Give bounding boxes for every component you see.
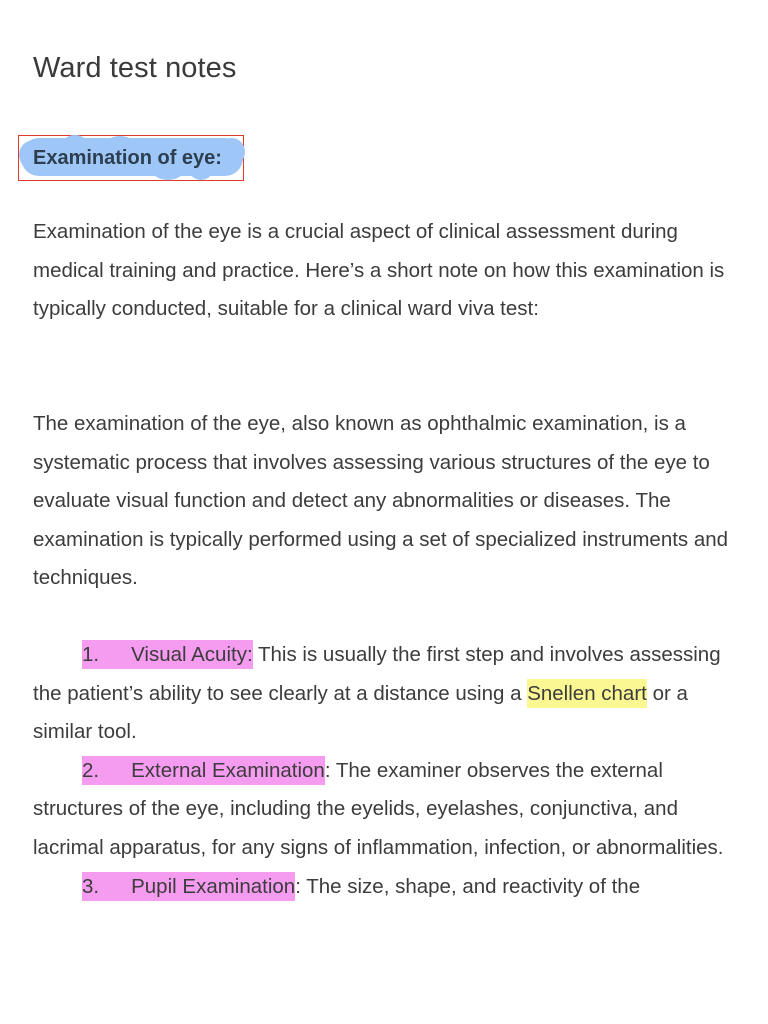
list-term: Visual Acuity: [131,643,253,666]
list-term: External Examination [131,758,325,782]
list-text: : The examiner observes the external structures of the eye, including the eyelids, eyelashes, conjunctiva, and lacrimal apparatus, for any signs of inflammation, infection, or abnormalities. [33,758,724,859]
list-item [33,868,738,907]
list-number: 1. [82,643,100,666]
list-term-highlight [82,872,295,901]
numbered-list [33,636,738,906]
section-heading: Examination of eye: [33,147,222,169]
paragraph: The examination of the eye, also known as ophthalmic examination, is a systematic process that involves assessing various structures of the eye to evaluate visual function and detect any abnormalities or diseases. The examination is typically performed using a set of specialized instruments and techniques. [33,412,729,590]
heading-highlight-blob [219,138,245,166]
document-title: Ward test notes [33,52,237,84]
list-item [33,636,738,752]
list-text: or a similar tool. [33,681,688,744]
text-highlight: Snellen chart [527,679,647,708]
list-term-highlight [82,756,325,785]
list-term-highlight [82,640,253,669]
list-term: Pupil Examination [131,874,296,898]
list-item [33,752,738,868]
paragraph: Examination of the eye is a crucial aspect of clinical assessment during medical training and practice. Here’s a short note on how this examination is typically conducted, suitable for a clinical ward viva test: [33,220,725,321]
list-text: This is usually the first step and involves assessing the patient’s ability to see clearly at a distance using a [33,643,721,705]
list-text: : The size, shape, and reactivity of the [295,874,641,898]
list-number: 3. [82,874,100,898]
section-heading-container [33,144,222,172]
list-number: 2. [82,758,100,782]
